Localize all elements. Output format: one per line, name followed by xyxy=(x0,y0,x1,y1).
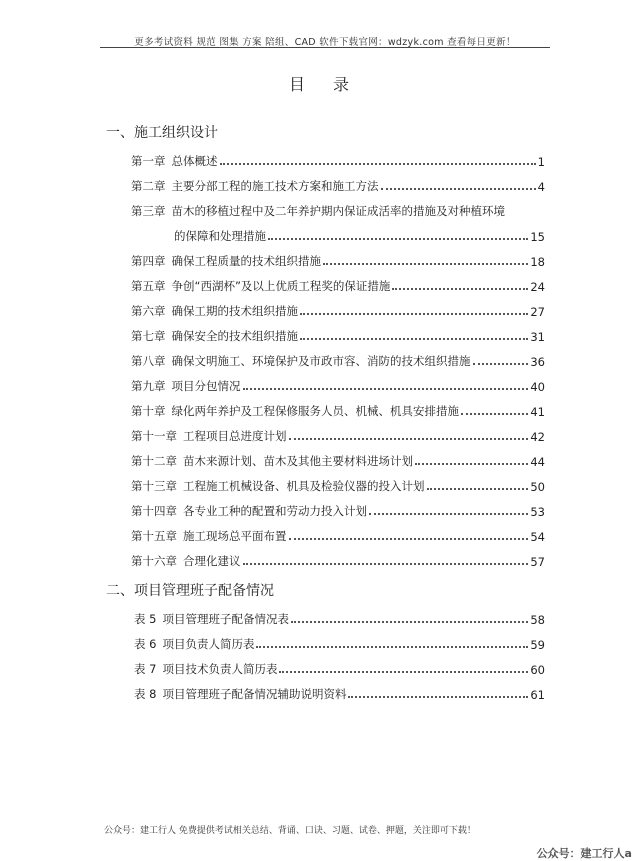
page-number: 27 xyxy=(530,305,545,319)
chapter-title: 各专业工种的配置和劳动力投入计划 xyxy=(183,504,367,518)
page-number: 42 xyxy=(530,430,545,444)
chapter-title: 工程项目总进度计划 xyxy=(183,429,287,443)
toc-entry-table-8[interactable] xyxy=(134,684,545,702)
chapter-number: 第十章 xyxy=(131,404,166,418)
toc-entry-chapter-10[interactable] xyxy=(131,401,545,419)
table-number: 表 6 xyxy=(134,637,157,651)
table-number: 表 7 xyxy=(134,662,157,676)
page-number: 53 xyxy=(530,505,545,519)
toc-title: 目录 xyxy=(288,75,377,94)
dot-leader xyxy=(289,537,529,540)
dot-leader xyxy=(268,237,528,240)
toc-entry-chapter-5[interactable] xyxy=(131,276,545,294)
page-number: 1 xyxy=(537,155,545,169)
page-number: 44 xyxy=(530,455,545,469)
toc-entry-chapter-1[interactable] xyxy=(131,151,545,169)
page-header: 更多考试资料 规范 图集 方案 陪组、CAD 软件下载官网：wdzyk.com 查看每日更新！ xyxy=(134,37,516,48)
chapter-title: 确保文明施工、环境保护及市政市容、消防的技术组织措施 xyxy=(171,354,471,368)
toc-entry-chapter-6[interactable] xyxy=(131,301,545,319)
chapter-number: 第十一章 xyxy=(131,429,177,443)
dot-leader xyxy=(381,187,536,190)
table-title: 项目技术负责人简历表 xyxy=(162,662,278,676)
page-number: 57 xyxy=(530,555,545,569)
page-number: 59 xyxy=(530,638,545,652)
page-number: 40 xyxy=(530,380,545,394)
chapter-number: 第十三章 xyxy=(131,479,177,493)
chapter-number: 第二章 xyxy=(131,179,166,193)
chapter-number: 第五章 xyxy=(131,279,166,293)
toc-entry-table-7[interactable] xyxy=(134,659,545,677)
dot-leader xyxy=(461,412,528,415)
chapter-number: 第十六章 xyxy=(131,554,177,568)
chapter-number: 第十四章 xyxy=(131,504,177,518)
page-number: 36 xyxy=(530,355,545,369)
chapter-title: 确保工程质量的技术组织措施 xyxy=(171,254,321,268)
chapter-number: 第九章 xyxy=(131,379,166,393)
toc-entry-table-6[interactable] xyxy=(134,634,545,652)
page-number: 58 xyxy=(530,613,545,627)
chapter-number: 第十五章 xyxy=(131,529,177,543)
toc-entry-chapter-3-continued[interactable] xyxy=(174,226,545,244)
dot-leader xyxy=(256,645,528,648)
chapter-number: 第三章 xyxy=(131,204,166,218)
table-title: 项目管理班子配备情况表 xyxy=(162,612,289,626)
header-rule xyxy=(100,47,550,48)
chapter-number: 第六章 xyxy=(131,304,166,318)
dot-leader xyxy=(427,487,529,490)
page-number: 15 xyxy=(530,230,545,244)
chapter-number: 第四章 xyxy=(131,254,166,268)
section-heading-project-team: 二、项目管理班子配备情况 xyxy=(106,583,274,599)
page-number: 54 xyxy=(530,530,545,544)
dot-leader xyxy=(243,562,529,565)
dot-leader xyxy=(243,387,529,390)
page-number: 18 xyxy=(530,255,545,269)
dot-leader xyxy=(323,262,528,265)
page-footer: 公众号：建工行人 免费提供考试相关总结、背诵、口诀、习题、试卷、押题，关注即可下载！ xyxy=(104,826,476,836)
page-number: 31 xyxy=(530,330,545,344)
dot-leader xyxy=(473,362,529,365)
watermark: 公众号：建工行人a xyxy=(536,847,632,860)
dot-leader xyxy=(279,670,528,673)
table-number: 表 8 xyxy=(134,687,157,701)
chapter-title: 争创“西湖杯”及以上优质工程奖的保证措施 xyxy=(171,279,391,293)
chapter-title: 苗木的移植过程中及二年养护期内保证成活率的措施及对种植环境 xyxy=(171,204,505,218)
chapter-number: 第一章 xyxy=(131,154,166,168)
chapter-title: 项目分包情况 xyxy=(171,379,241,393)
toc-entry-chapter-9[interactable] xyxy=(131,376,545,394)
dot-leader xyxy=(415,462,528,465)
chapter-number: 第八章 xyxy=(131,354,166,368)
toc-entry-chapter-8[interactable] xyxy=(131,351,545,369)
dot-leader xyxy=(392,287,528,290)
table-title: 项目管理班子配备情况辅助说明资料 xyxy=(162,687,347,701)
toc-entry-chapter-12[interactable] xyxy=(131,451,545,469)
chapter-title: 合理化建议 xyxy=(183,554,241,568)
toc-entry-chapter-14[interactable] xyxy=(131,501,545,519)
toc-entry-chapter-15[interactable] xyxy=(131,526,545,544)
page-number: 50 xyxy=(530,480,545,494)
dot-leader xyxy=(289,437,529,440)
table-title: 项目负责人简历表 xyxy=(162,637,255,651)
chapter-title: 总体概述 xyxy=(171,154,218,168)
toc-entry-chapter-2[interactable] xyxy=(131,176,545,194)
page-number: 4 xyxy=(537,180,545,194)
chapter-title: 主要分部工程的施工技术方案和施工方法 xyxy=(171,179,379,193)
page-number: 60 xyxy=(530,663,545,677)
dot-leader xyxy=(369,512,528,515)
chapter-title: 苗木来源计划、苗木及其他主要材料进场计划 xyxy=(183,454,413,468)
dot-leader xyxy=(300,337,528,340)
dot-leader xyxy=(300,312,528,315)
toc-entry-chapter-16[interactable] xyxy=(131,551,545,569)
chapter-title: 确保安全的技术组织措施 xyxy=(171,329,298,343)
dot-leader xyxy=(220,162,536,165)
toc-entry-chapter-11[interactable] xyxy=(131,426,545,444)
chapter-title: 确保工期的技术组织措施 xyxy=(171,304,298,318)
chapter-title-continued: 的保障和处理措施 xyxy=(174,229,266,243)
chapter-title: 绿化两年养护及工程保修服务人员、机械、机具安排措施 xyxy=(171,404,459,418)
chapter-number: 第七章 xyxy=(131,329,166,343)
toc-entry-chapter-7[interactable] xyxy=(131,326,545,344)
toc-entry-chapter-13[interactable] xyxy=(131,476,545,494)
page-number: 61 xyxy=(530,688,545,702)
dot-leader xyxy=(291,620,528,623)
toc-entry-chapter-3[interactable] xyxy=(131,201,545,219)
chapter-title: 施工现场总平面布置 xyxy=(183,529,287,543)
dot-leader xyxy=(348,695,528,698)
page-number: 24 xyxy=(530,280,545,294)
toc-entry-table-5[interactable] xyxy=(134,609,545,627)
chapter-number: 第十二章 xyxy=(131,454,177,468)
section-heading-construction-design: 一、施工组织设计 xyxy=(106,125,218,141)
toc-entry-chapter-4[interactable] xyxy=(131,251,545,269)
chapter-title: 工程施工机械设备、机具及检验仪器的投入计划 xyxy=(183,479,425,493)
page-number: 41 xyxy=(530,405,545,419)
table-number: 表 5 xyxy=(134,612,157,626)
